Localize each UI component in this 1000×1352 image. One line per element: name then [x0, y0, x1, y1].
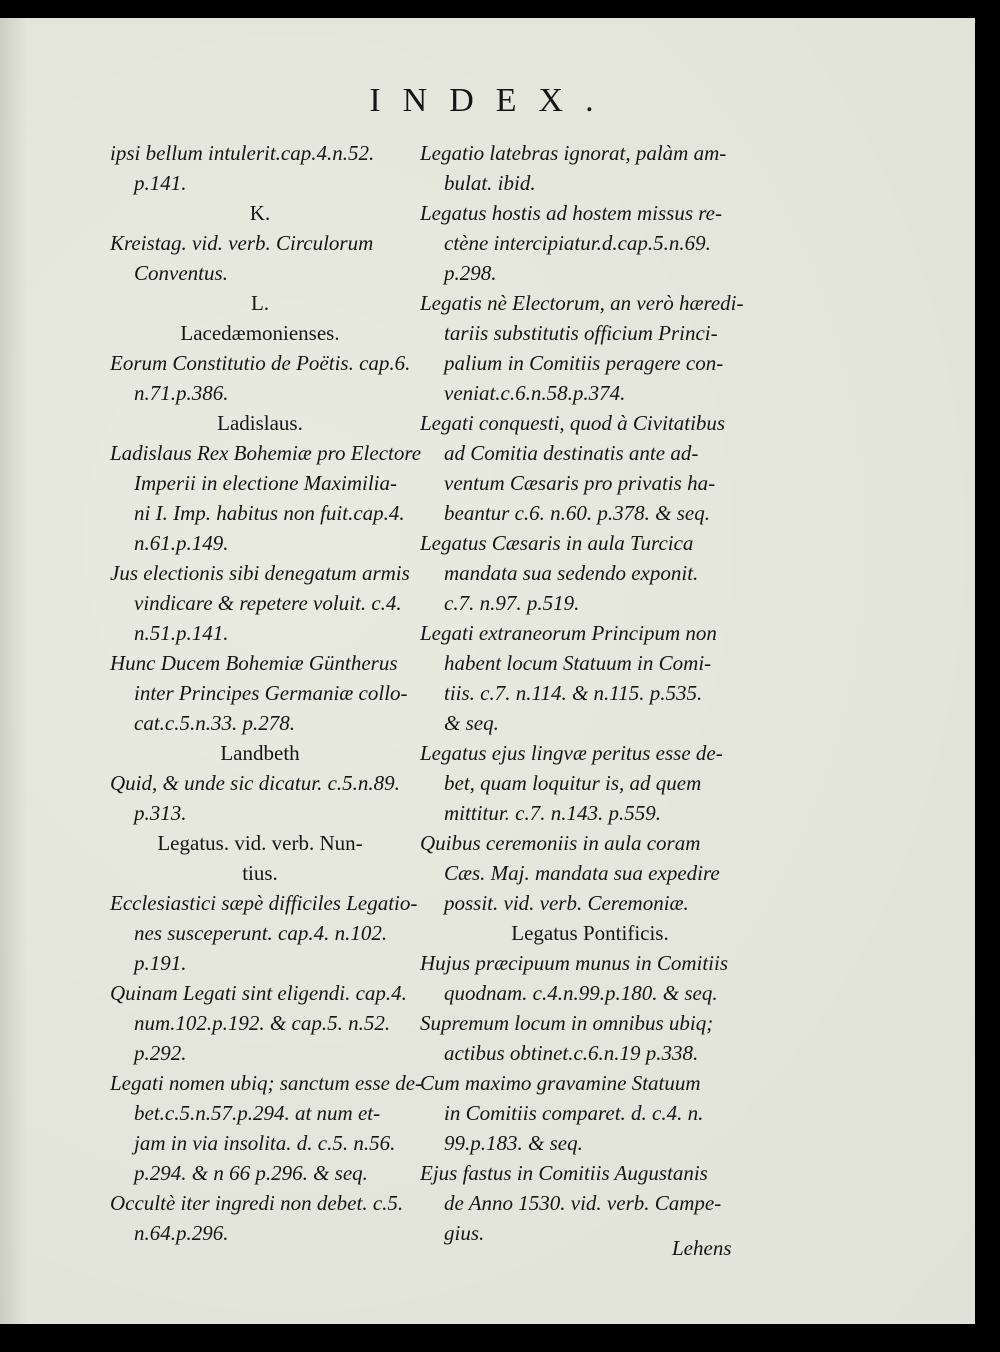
index-line: bet.c.5.n.57.p.294. at num et-	[134, 1101, 381, 1125]
index-line: Legati conquesti, quod à Civitatibus	[420, 411, 726, 435]
index-line: ipsi bellum intulerit.cap.4.n.52.	[110, 141, 375, 165]
index-line: Legati nomen ubiq; sanctum esse de-	[110, 1071, 423, 1095]
page-header: INDEX.	[369, 82, 616, 119]
index-line: jam in via insolita. d. c.5. n.56.	[134, 1131, 396, 1155]
book-page	[0, 18, 975, 1324]
index-line: bet, quam loquitur is, ad quem	[444, 771, 702, 795]
index-line: p.294. & n 66 p.296. & seq.	[134, 1161, 368, 1185]
index-line: Quinam Legati sint eligendi. cap.4.	[110, 981, 407, 1005]
right-column	[420, 138, 760, 1248]
index-line: Imperii in electione Maximilia-	[134, 471, 398, 495]
index-line: & seq.	[444, 711, 499, 735]
index-line: Legatus Cæsaris in aula Turcica	[420, 531, 694, 555]
index-line: Legatis nè Electorum, an verò hæredi-	[420, 291, 744, 315]
index-line: palium in Comitiis peragere con-	[444, 351, 724, 375]
index-line: n.64.p.296.	[134, 1221, 229, 1245]
index-line: Cum maximo gravamine Statuum	[420, 1071, 701, 1095]
index-line: mittitur. c.7. n.143. p.559.	[444, 801, 662, 825]
index-line: de Anno 1530. vid. verb. Campe-	[444, 1191, 722, 1215]
index-line: K.	[249, 201, 271, 225]
index-line: in Comitiis comparet. d. c.4. n.	[444, 1101, 704, 1125]
index-line: tius.	[242, 861, 278, 885]
index-line: ni I. Imp. habitus non fuit.cap.4.	[134, 501, 405, 525]
index-line: num.102.p.192. & cap.5. n.52.	[134, 1011, 391, 1035]
index-line: p.141.	[134, 171, 187, 195]
index-line: possit. vid. verb. Ceremoniæ.	[444, 891, 689, 915]
index-line: c.7. n.97. p.519.	[444, 591, 580, 615]
index-line: Legatus Pontificis.	[511, 921, 669, 945]
index-line: Landbeth	[220, 741, 300, 765]
index-line: L.	[250, 291, 270, 315]
index-line: Kreistag. vid. verb. Circulorum	[110, 231, 374, 255]
index-line: n.71.p.386.	[134, 381, 229, 405]
left-column	[110, 138, 423, 1248]
index-line: Hunc Ducem Bohemiæ Güntherus	[110, 651, 398, 675]
index-line: Ecclesiastici sæpè difficiles Legatio-	[110, 891, 418, 915]
index-line: bulat. ibid.	[444, 171, 536, 195]
index-line: Cæs. Maj. mandata sua expedire	[444, 861, 720, 885]
catchword: Lehens	[672, 1236, 732, 1260]
index-line: vindicare & repetere voluit. c.4.	[134, 591, 402, 615]
index-line: nes susceperunt. cap.4. n.102.	[134, 921, 388, 945]
index-line: quodnam. c.4.n.99.p.180. & seq.	[444, 981, 718, 1005]
index-line: actibus obtinet.c.6.n.19 p.338.	[444, 1041, 699, 1065]
index-line: Legatus ejus lingvæ peritus esse de-	[420, 741, 723, 765]
page-edge-shadow	[0, 18, 28, 1324]
index-line: Eorum Constitutio de Poëtis. cap.6.	[110, 351, 411, 375]
index-line: p.298.	[444, 261, 497, 285]
index-line: Legatio latebras ignorat, palàm am-	[420, 141, 727, 165]
index-line: p.191.	[134, 951, 187, 975]
index-line: ctène intercipiatur.d.cap.5.n.69.	[444, 231, 711, 255]
index-line: gius.	[444, 1221, 485, 1245]
index-line: Quid, & unde sic dicatur. c.5.n.89.	[110, 771, 400, 795]
index-line: habent locum Statuum in Comi-	[444, 651, 712, 675]
index-line: Legatus. vid. verb. Nun-	[157, 831, 363, 855]
index-line: tariis substitutis officium Princi-	[444, 321, 718, 345]
index-line: Legati extraneorum Principum non	[420, 621, 717, 645]
index-line: Jus electionis sibi denegatum armis	[110, 561, 410, 585]
index-line: p.292.	[134, 1041, 187, 1065]
index-line: 99.p.183. & seq.	[444, 1131, 583, 1155]
index-line: cat.c.5.n.33. p.278.	[134, 711, 295, 735]
index-line: ad Comitia destinatis ante ad-	[444, 441, 699, 465]
index-line: Quibus ceremoniis in aula coram	[420, 831, 701, 855]
index-line: n.51.p.141.	[134, 621, 229, 645]
index-line: Occultè iter ingredi non debet. c.5.	[110, 1191, 404, 1215]
index-line: Conventus.	[134, 261, 228, 285]
index-line: Hujus præcipuum munus in Comitiis	[420, 951, 729, 975]
index-line: beantur c.6. n.60. p.378. & seq.	[444, 501, 710, 525]
index-line: Ejus fastus in Comitiis Augustanis	[420, 1161, 708, 1185]
index-line: Legatus hostis ad hostem missus re-	[420, 201, 722, 225]
index-line: ventum Cæsaris pro privatis ha-	[444, 471, 716, 495]
index-line: p.313.	[134, 801, 187, 825]
index-line: mandata sua sedendo exponit.	[444, 561, 699, 585]
index-line: Lacedæmonienses.	[180, 321, 340, 345]
index-line: n.61.p.149.	[134, 531, 229, 555]
index-line: veniat.c.6.n.58.p.374.	[444, 381, 626, 405]
index-line: inter Principes Germaniæ collo-	[134, 681, 408, 705]
index-line: Ladislaus Rex Bohemiæ pro Electore	[110, 441, 422, 465]
index-line: Supremum locum in omnibus ubiq;	[420, 1011, 714, 1035]
index-line: tiis. c.7. n.114. & n.115. p.535.	[444, 681, 703, 705]
index-line: Ladislaus.	[217, 411, 303, 435]
